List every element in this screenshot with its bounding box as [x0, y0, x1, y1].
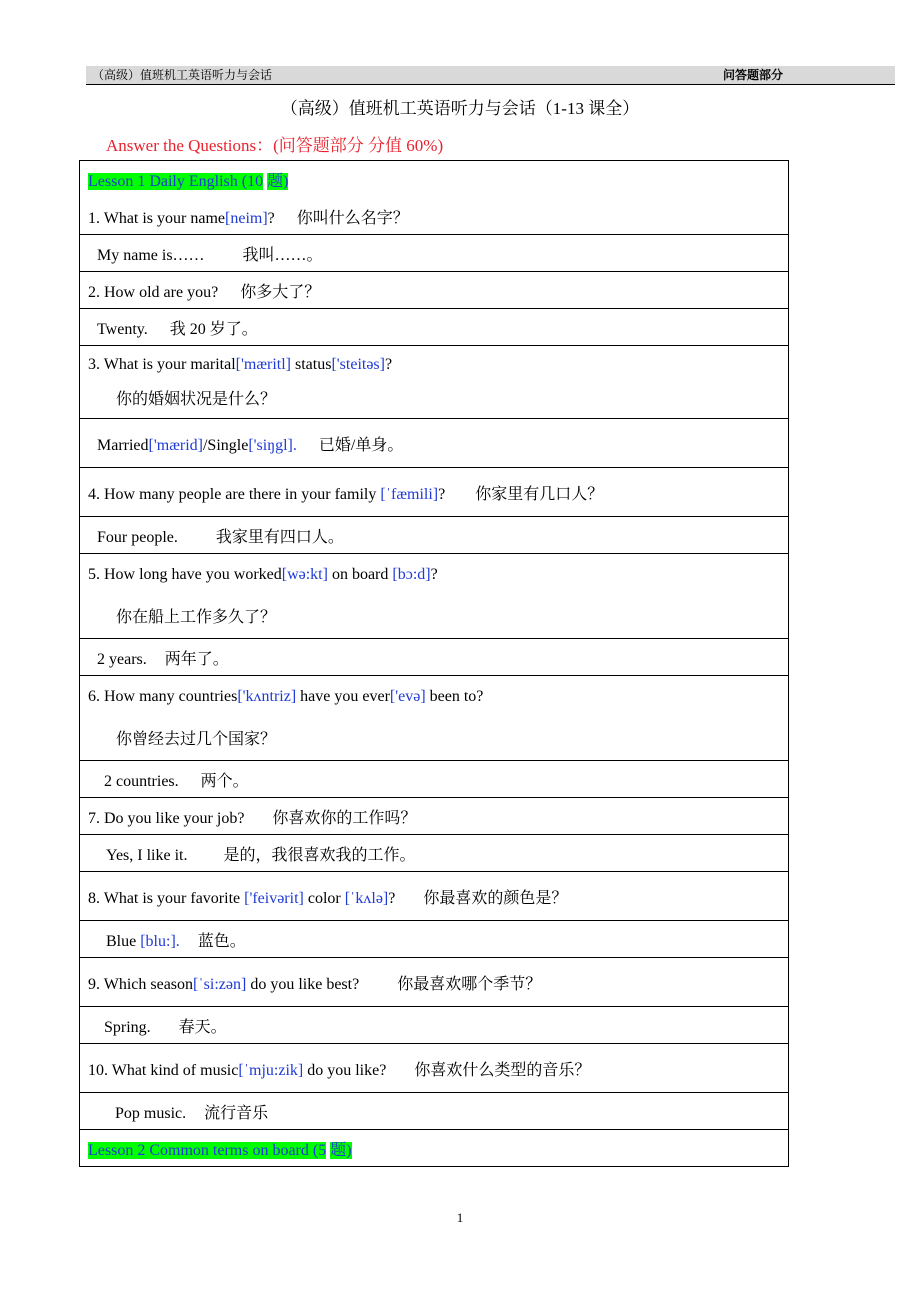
lesson1-label: Lesson 1 Daily English (10	[88, 172, 264, 190]
q9-chinese: 你最喜欢哪个季节？	[397, 975, 542, 993]
q8-phonetic-1: ['feivərit]	[244, 889, 304, 907]
a10-chinese: 流行音乐	[204, 1104, 269, 1122]
a5-text: 2 years.	[97, 650, 147, 668]
q3-phonetic-2: ['steitəs]	[331, 355, 385, 373]
q1-chinese: 你叫什么名字？	[296, 209, 409, 227]
lesson1-cell	[80, 161, 789, 235]
a9-chinese: 春天。	[178, 1018, 227, 1036]
a3-chinese: 已婚/单身。	[318, 436, 404, 454]
q9-text: 9. Which season	[88, 975, 194, 993]
qa-table	[79, 160, 789, 1167]
q3-chinese: 你的婚姻状况是什么？	[116, 390, 277, 408]
question-row-9	[80, 958, 789, 1007]
q4-text: 4. How many people are there in your family	[88, 485, 381, 503]
answer-row-10	[80, 1093, 789, 1130]
question-5	[80, 554, 789, 639]
answer-1	[80, 235, 789, 272]
q2-chinese: 你多大了？	[240, 283, 321, 301]
q8-phonetic-2: [ˈkʌlə]	[344, 889, 389, 907]
a10-text: Pop music.	[115, 1104, 187, 1122]
question-row-4	[80, 468, 789, 517]
a3-phonetic-2: ['siŋgl].	[248, 436, 297, 454]
q3-text: 3. What is your marital	[88, 355, 236, 373]
answer-9	[80, 1007, 789, 1044]
lesson2-suffix: 题)	[330, 1141, 352, 1159]
question-row-6	[80, 676, 789, 761]
answer-row-7	[80, 835, 789, 872]
question-3	[80, 346, 789, 419]
answer-3	[80, 419, 789, 468]
q6-text: 6. How many countries	[88, 687, 238, 705]
q1-mark: ?	[267, 209, 275, 227]
a4-text: Four people.	[97, 528, 178, 546]
a8-text: Blue	[106, 932, 141, 950]
answer-8	[80, 921, 789, 958]
lesson1-header-row	[80, 161, 789, 235]
lesson1-suffix: 题)	[267, 172, 289, 190]
q8-chinese: 你最喜欢的颜色是？	[423, 889, 568, 907]
q5-phonetic-1: [wə:kt]	[281, 565, 328, 583]
question-4	[80, 468, 789, 517]
question-row-2	[80, 272, 789, 309]
q8-text-mid: color	[303, 889, 345, 907]
question-row-5	[80, 554, 789, 639]
q10-text-mid: do you like?	[303, 1061, 387, 1079]
question-10	[80, 1044, 789, 1093]
question-2	[80, 272, 789, 309]
answer-5	[80, 639, 789, 676]
q6-chinese: 你曾经去过几个国家？	[116, 730, 277, 748]
answer-7	[80, 835, 789, 872]
section-intro: Answer the Questions：(问答题部分 分值 60%)	[106, 136, 444, 155]
q5-mark: ?	[430, 565, 438, 583]
q6-phonetic-1: ['kʌntriz]	[237, 687, 297, 705]
question-7	[80, 798, 789, 835]
a1-chinese: 我叫……。	[242, 246, 323, 264]
answer-10	[80, 1093, 789, 1130]
header-left-text: （高级）值班机工英语听力与会话	[92, 68, 273, 82]
q10-phonetic: [ˈmju:zik]	[238, 1061, 304, 1079]
a2-chinese: 我 20 岁了。	[169, 320, 258, 338]
a7-chinese: 是的，我很喜欢我的工作。	[223, 846, 416, 864]
q6-phonetic-2: ['evə]	[389, 687, 426, 705]
document-title: （高级）值班机工英语听力与会话（1-13 课全）	[280, 99, 640, 118]
question-row-3	[80, 346, 789, 419]
header-right-text: 问答题部分	[722, 68, 783, 82]
question-9	[80, 958, 789, 1007]
a8-phonetic: [blu:].	[140, 932, 180, 950]
q10-chinese: 你喜欢什么类型的音乐？	[414, 1061, 591, 1079]
running-header	[86, 66, 895, 85]
question-6	[80, 676, 789, 761]
a8-chinese: 蓝色。	[197, 932, 246, 950]
lesson2-cell	[80, 1130, 789, 1167]
a7-text: Yes, I like it.	[106, 846, 188, 864]
q6-text-end: been to?	[425, 687, 484, 705]
question-1	[88, 205, 788, 228]
answer-4	[80, 517, 789, 554]
a5-chinese: 两年了。	[164, 650, 229, 668]
lesson2-header-row	[80, 1130, 789, 1167]
answer-2	[80, 309, 789, 346]
answer-row-1	[80, 235, 789, 272]
a2-text: Twenty.	[97, 320, 148, 338]
q3-mark: ?	[384, 355, 393, 373]
q1-phonetic: [neim]	[225, 209, 268, 227]
a1-text: My name is……	[97, 246, 205, 264]
q9-phonetic: [ˈsi:zən]	[193, 975, 247, 993]
page-number: 1	[456, 1210, 464, 1225]
q10-text: 10. What kind of music	[88, 1061, 239, 1079]
question-row-10	[80, 1044, 789, 1093]
lesson2-label: Lesson 2 Common terms on board (5	[88, 1141, 327, 1159]
q3-phonetic-1: ['mæritl]	[235, 355, 291, 373]
q8-text: 8. What is your favorite	[88, 889, 245, 907]
a3-phonetic-1: ['mærid]	[148, 436, 203, 454]
q7-chinese: 你喜欢你的工作吗？	[272, 809, 417, 827]
q6-text-mid: have you ever	[296, 687, 390, 705]
question-row-7	[80, 798, 789, 835]
q3-text-mid: status	[291, 355, 332, 373]
q4-chinese: 你家里有几口人？	[475, 485, 604, 503]
q9-text-mid: do you like best?	[246, 975, 360, 993]
q2-text: 2. How old are you?	[88, 283, 219, 301]
q5-text-mid: on board	[327, 565, 393, 583]
q1-text: 1. What is your name	[88, 209, 226, 227]
answer-row-5	[80, 639, 789, 676]
answer-row-4	[80, 517, 789, 554]
q5-chinese: 你在船上工作多久了？	[116, 608, 277, 626]
q5-phonetic-2: [bɔ:d]	[392, 565, 431, 583]
answer-row-3	[80, 419, 789, 468]
q4-mark: ?	[438, 485, 446, 503]
answer-6	[80, 761, 789, 798]
q7-text: 7. Do you like your job?	[88, 809, 245, 827]
q5-text: 5. How long have you worked	[88, 565, 282, 583]
answer-row-9	[80, 1007, 789, 1044]
question-8	[80, 872, 789, 921]
q8-mark: ?	[388, 889, 396, 907]
answer-row-6	[80, 761, 789, 798]
answer-row-8	[80, 921, 789, 958]
q4-phonetic: [ˈfæmili]	[380, 485, 439, 503]
a3-text-mid: /Single	[202, 436, 249, 454]
answer-row-2	[80, 309, 789, 346]
a4-chinese: 我家里有四口人。	[215, 528, 344, 546]
question-row-8	[80, 872, 789, 921]
a3-text: Married	[97, 436, 149, 454]
a9-text: Spring.	[104, 1018, 151, 1036]
a6-chinese: 两个。	[200, 772, 249, 790]
a6-text: 2 countries.	[104, 772, 179, 790]
